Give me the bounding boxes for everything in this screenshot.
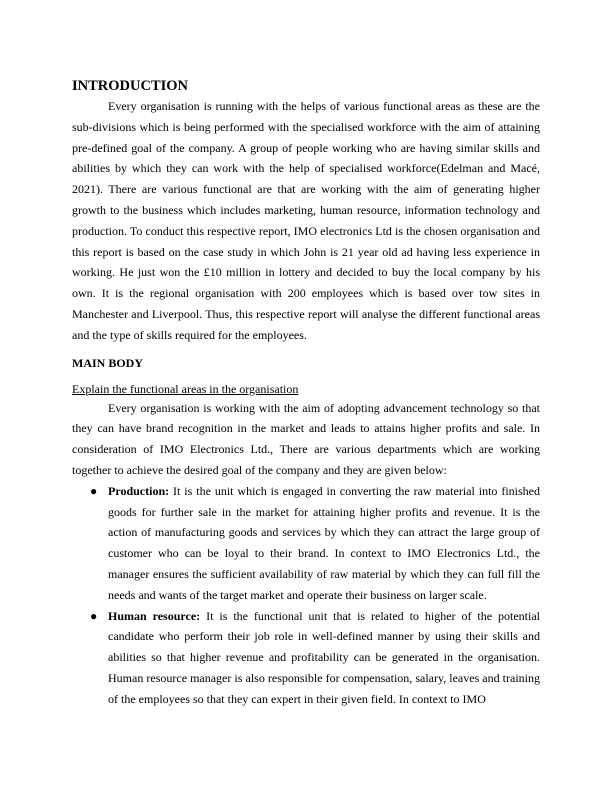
bullet-icon: ● xyxy=(90,608,98,623)
introduction-paragraph: Every organisation is running with the helps of various functional areas as these are the sub-divisions which is being performed with the specialised workforce with the aim of attaining pre-defined goal of the company. A group of people working who are having similar skills and abilities by which they can work with the help of specialised workforce(Edelman and Macé, 2021). There are various functional are that are working with the aim of generating higher growth to the business which includes marketing, human resource, information technology and production. To conduct this respective report, IMO electronics Ltd is the chosen organisation and this report is based on the case study in which John is 21 year old ad having less experience in working. He just won the £10 million in lottery and decided to buy the local company by his own. It is the regional organisation with 200 employees which is based over tow sites in Manchester and Liverpool. Thus, this respective report will analyse the different functional areas and the type of skills required for the employees. xyxy=(72,99,540,342)
list-item xyxy=(72,606,540,710)
document-body xyxy=(72,76,540,710)
list-item-text: It is the functional unit that is related to higher of the potential candidate who perform their job role in well-defined manner by using their skills and abilities so that higher revenue and profitability can be generated in the organisation. Human resource manager is also responsible for compensation, salary, leaves and training of the employees so that they can expert in their given field. In context to IMO xyxy=(108,608,541,706)
main-body-heading: MAIN BODY xyxy=(72,355,143,370)
list-item-text: It is the unit which is engaged in converting the raw material into finished goods for further sale in the market for attaining higher profits and revenue. It is the action of manufacturing goods and services by which they can attract the large group of customer who can be loyal to their brand. In context to IMO Electronics Ltd., the manager ensures the sufficient availability of raw material by which they can full fill the needs and wants of the target market and operate their business on larger scale. xyxy=(108,483,540,602)
main-body-paragraph: Every organisation is working with the aim of adopting advancement technology so that they can have brand recognition in the market and leads to attains higher profits and sale. In consideration of IMO Electronics Ltd., There are various departments which are working together to achieve the desired goal of the company and they are given below: xyxy=(72,400,540,477)
functional-areas-list xyxy=(72,481,540,710)
list-item xyxy=(72,481,540,606)
functional-areas-subheading: Explain the functional areas in the organisation xyxy=(72,381,299,396)
bullet-icon: ● xyxy=(90,483,98,498)
list-item-term: Human resource: xyxy=(108,608,201,623)
introduction-heading: INTRODUCTION xyxy=(72,78,189,94)
list-item-term: Production: xyxy=(108,483,170,498)
